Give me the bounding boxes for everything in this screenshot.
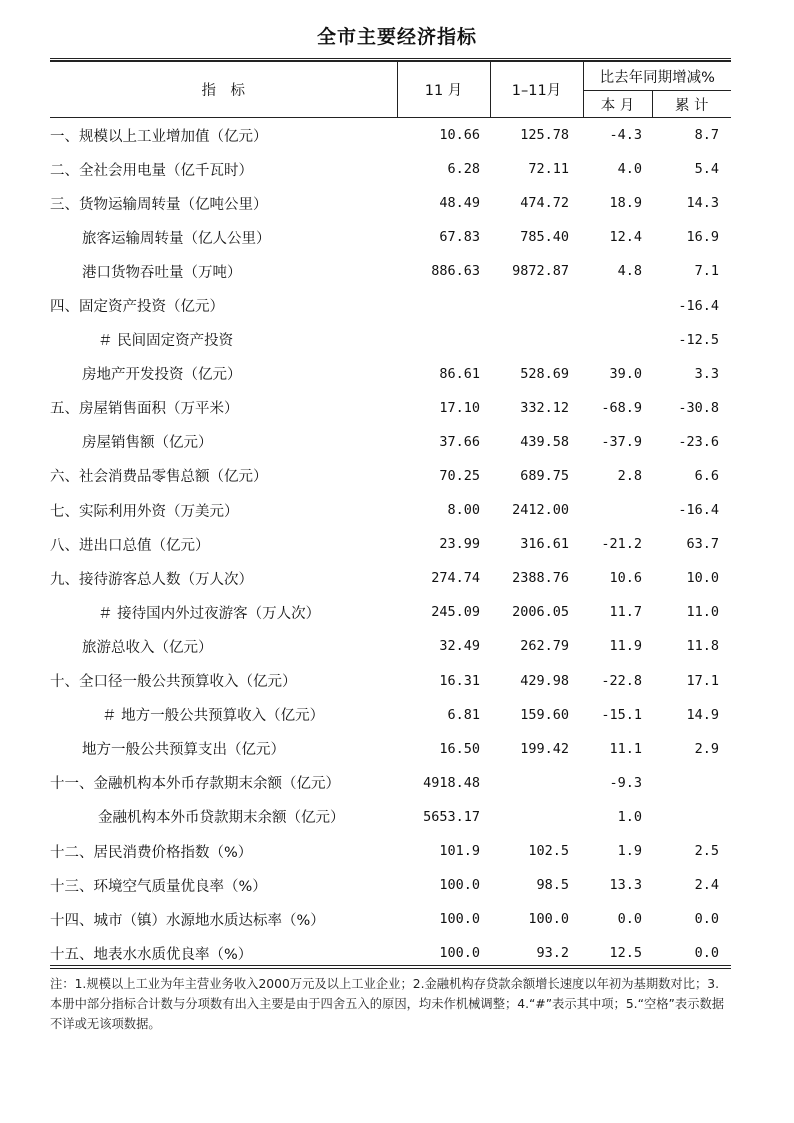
- table-row: [50, 118, 731, 153]
- top-rule: [50, 58, 731, 59]
- ytd-value: 2388.76: [512, 570, 569, 587]
- indicator-name: ＃ 地方一般公共预算收入（亿元）: [102, 708, 325, 725]
- indicator-name: 金融机构本外币贷款期末余额（亿元）: [98, 810, 345, 827]
- change-month-value: -68.9: [601, 399, 642, 416]
- change-cumulative-value: -12.5: [678, 331, 719, 348]
- bottom-rule-2: [50, 968, 731, 969]
- change-month-value: [583, 288, 652, 322]
- indicator-name: 一、规模以上工业增加值（亿元）: [50, 128, 268, 145]
- table-row: [50, 323, 731, 357]
- table-row: [50, 698, 731, 732]
- ytd-value: 9872.87: [512, 263, 569, 280]
- ytd-value: 100.0: [528, 911, 569, 928]
- change-month-value: -9.3: [609, 774, 642, 791]
- table-row: [50, 800, 731, 834]
- header-indicator: 指 标: [50, 61, 397, 118]
- change-cumulative-value: 3.3: [694, 365, 719, 382]
- indicator-name: 十、全口径一般公共预算收入（亿元）: [50, 674, 297, 691]
- change-cumulative-value: -16.4: [678, 297, 719, 314]
- table-row: [50, 868, 731, 902]
- change-month-value: 18.9: [609, 195, 642, 212]
- table-row: [50, 527, 731, 561]
- table-row: [50, 664, 731, 698]
- change-month-value: 12.5: [609, 945, 642, 962]
- table-row: [50, 834, 731, 868]
- change-cumulative-value: 2.9: [694, 740, 719, 757]
- change-cumulative-value: 8.7: [694, 127, 719, 144]
- ytd-value: 2412.00: [512, 502, 569, 519]
- change-month-value: -37.9: [601, 433, 642, 450]
- indicator-name: 十三、环境空气质量优良率（%）: [50, 878, 267, 895]
- month-value: 100.0: [439, 877, 480, 894]
- table-row: [50, 732, 731, 766]
- indicator-name: 地方一般公共预算支出（亿元）: [82, 742, 285, 759]
- table-row: [50, 561, 731, 595]
- indicator-name: 六、社会消费品零售总额（亿元）: [50, 469, 268, 486]
- header-cumulative: 累 计: [652, 91, 731, 118]
- month-value: [397, 323, 490, 357]
- change-cumulative-value: 11.0: [686, 604, 719, 621]
- month-value: 10.66: [439, 127, 480, 144]
- ytd-value: 785.40: [520, 229, 569, 246]
- ytd-value: 474.72: [520, 195, 569, 212]
- indicator-name: 十五、地表水水质优良率（%）: [50, 946, 253, 963]
- month-value: 101.9: [439, 843, 480, 860]
- indicator-name: 十四、城市（镇）水源地水质达标率（%）: [50, 912, 325, 929]
- ytd-value: 125.78: [520, 127, 569, 144]
- header-ytd: 1–11月: [490, 61, 583, 118]
- change-month-value: 13.3: [609, 877, 642, 894]
- table-row: [50, 254, 731, 288]
- change-month-value: 11.1: [609, 740, 642, 757]
- month-value: 886.63: [431, 263, 480, 280]
- indicator-name: ＃ 民间固定资产投资: [98, 333, 234, 350]
- ytd-value: 102.5: [528, 843, 569, 860]
- month-value: 16.50: [439, 740, 480, 757]
- table-row: [50, 595, 731, 629]
- month-value: 67.83: [439, 229, 480, 246]
- change-month-value: 4.8: [617, 263, 642, 280]
- month-value: 16.31: [439, 672, 480, 689]
- ytd-value: 316.61: [520, 536, 569, 553]
- month-value: 100.0: [439, 911, 480, 928]
- ytd-value: 72.11: [528, 161, 569, 178]
- month-value: 17.10: [439, 399, 480, 416]
- change-cumulative-value: 6.6: [694, 467, 719, 484]
- footnote: 注：1.规模以上工业为年主营业务收入2000万元及以上工业企业；2.金融机构存贷款余额增长速度以年初为基期数对比；3.本册中部分指标合计数与分项数有出入主要是由于四舍五入的原因，均未作机械调整；4.“#”表示其中项；5.“空格”表示数据不详或无该项数据。: [50, 977, 725, 1031]
- ytd-value: [490, 323, 583, 357]
- indicator-name: 九、接待游客总人数（万人次）: [50, 571, 253, 588]
- change-month-value: [583, 493, 652, 527]
- indicator-name: 旅游总收入（亿元）: [82, 639, 213, 656]
- change-cumulative-value: 17.1: [686, 672, 719, 689]
- ytd-value: 2006.05: [512, 604, 569, 621]
- table-row: [50, 152, 731, 186]
- table-row: [50, 391, 731, 425]
- change-month-value: 10.6: [609, 570, 642, 587]
- table-row: [50, 766, 731, 800]
- table-row: [50, 425, 731, 459]
- indicator-name: 五、房屋销售面积（万平米）: [50, 401, 239, 418]
- bottom-rule: [50, 965, 731, 966]
- change-cumulative-value: 11.8: [686, 638, 719, 655]
- header-change-group: 比去年同期增减%: [583, 61, 731, 91]
- month-value: 8.00: [447, 502, 480, 519]
- change-cumulative-value: 14.3: [686, 195, 719, 212]
- month-value: 245.09: [431, 604, 480, 621]
- month-value: 86.61: [439, 365, 480, 382]
- month-value: 48.49: [439, 195, 480, 212]
- ytd-value: 429.98: [520, 672, 569, 689]
- indicator-name: 二、全社会用电量（亿千瓦时）: [50, 162, 253, 179]
- change-cumulative-value: [652, 800, 731, 834]
- indicator-name: 三、货物运输周转量（亿吨公里）: [50, 196, 268, 213]
- change-month-value: 1.9: [617, 843, 642, 860]
- ytd-value: 262.79: [520, 638, 569, 655]
- change-month-value: -4.3: [609, 127, 642, 144]
- change-cumulative-value: 0.0: [694, 945, 719, 962]
- ytd-value: [490, 766, 583, 800]
- table-row: [50, 629, 731, 663]
- ytd-value: 332.12: [520, 399, 569, 416]
- change-month-value: 0.0: [617, 911, 642, 928]
- change-month-value: 11.7: [609, 604, 642, 621]
- ytd-value: [490, 288, 583, 322]
- header-this-month: 本 月: [583, 91, 652, 118]
- change-month-value: 2.8: [617, 467, 642, 484]
- change-cumulative-value: 0.0: [694, 911, 719, 928]
- month-value: 274.74: [431, 570, 480, 587]
- change-cumulative-value: 10.0: [686, 570, 719, 587]
- month-value: 23.99: [439, 536, 480, 553]
- change-cumulative-value: -30.8: [678, 399, 719, 416]
- table-body: [50, 118, 731, 971]
- change-cumulative-value: -16.4: [678, 502, 719, 519]
- table-row: [50, 357, 731, 391]
- ytd-value: 93.2: [536, 945, 569, 962]
- month-value: 4918.48: [423, 774, 480, 791]
- page-title: 全市主要经济指标: [316, 26, 477, 48]
- indicator-name: 港口货物吞吐量（万吨）: [82, 264, 242, 281]
- change-month-value: -21.2: [601, 536, 642, 553]
- change-cumulative-value: -23.6: [678, 433, 719, 450]
- month-value: 6.28: [447, 161, 480, 178]
- ytd-value: [490, 800, 583, 834]
- month-value: [397, 288, 490, 322]
- header-month: 11 月: [397, 61, 490, 118]
- indicator-name: ＃ 接待国内外过夜游客（万人次）: [98, 605, 321, 622]
- ytd-value: 439.58: [520, 433, 569, 450]
- ytd-value: 528.69: [520, 365, 569, 382]
- ytd-value: 98.5: [536, 877, 569, 894]
- ytd-value: 199.42: [520, 740, 569, 757]
- month-value: 32.49: [439, 638, 480, 655]
- change-month-value: [583, 323, 652, 357]
- change-cumulative-value: 14.9: [686, 706, 719, 723]
- indicator-name: 十二、居民消费价格指数（%）: [50, 844, 253, 861]
- change-month-value: -22.8: [601, 672, 642, 689]
- change-cumulative-value: 7.1: [694, 263, 719, 280]
- table-row: [50, 186, 731, 220]
- indicators-table: [50, 60, 731, 970]
- table-row: [50, 288, 731, 322]
- change-cumulative-value: [652, 766, 731, 800]
- indicator-name: 旅客运输周转量（亿人公里）: [82, 230, 271, 247]
- change-cumulative-value: 16.9: [686, 229, 719, 246]
- indicator-name: 房屋销售额（亿元）: [82, 435, 213, 452]
- indicator-name: 七、实际利用外资（万美元）: [50, 503, 239, 520]
- change-month-value: -15.1: [601, 706, 642, 723]
- month-value: 70.25: [439, 467, 480, 484]
- change-month-value: 12.4: [609, 229, 642, 246]
- ytd-value: 689.75: [520, 467, 569, 484]
- change-cumulative-value: 63.7: [686, 536, 719, 553]
- month-value: 100.0: [439, 945, 480, 962]
- indicator-name: 十一、金融机构本外币存款期末余额（亿元）: [50, 776, 340, 793]
- table-row: [50, 459, 731, 493]
- indicator-name: 八、进出口总值（亿元）: [50, 537, 210, 554]
- month-value: 37.66: [439, 433, 480, 450]
- ytd-value: 159.60: [520, 706, 569, 723]
- month-value: 6.81: [447, 706, 480, 723]
- change-cumulative-value: 2.5: [694, 843, 719, 860]
- indicator-name: 房地产开发投资（亿元）: [82, 367, 242, 384]
- change-cumulative-value: 2.4: [694, 877, 719, 894]
- table-row: [50, 220, 731, 254]
- table-row: [50, 493, 731, 527]
- change-month-value: 11.9: [609, 638, 642, 655]
- change-month-value: 4.0: [617, 161, 642, 178]
- table-row: [50, 902, 731, 936]
- change-month-value: 39.0: [609, 365, 642, 382]
- month-value: 5653.17: [423, 808, 480, 825]
- change-cumulative-value: 5.4: [694, 161, 719, 178]
- change-month-value: 1.0: [617, 808, 642, 825]
- indicator-name: 四、固定资产投资（亿元）: [50, 299, 224, 316]
